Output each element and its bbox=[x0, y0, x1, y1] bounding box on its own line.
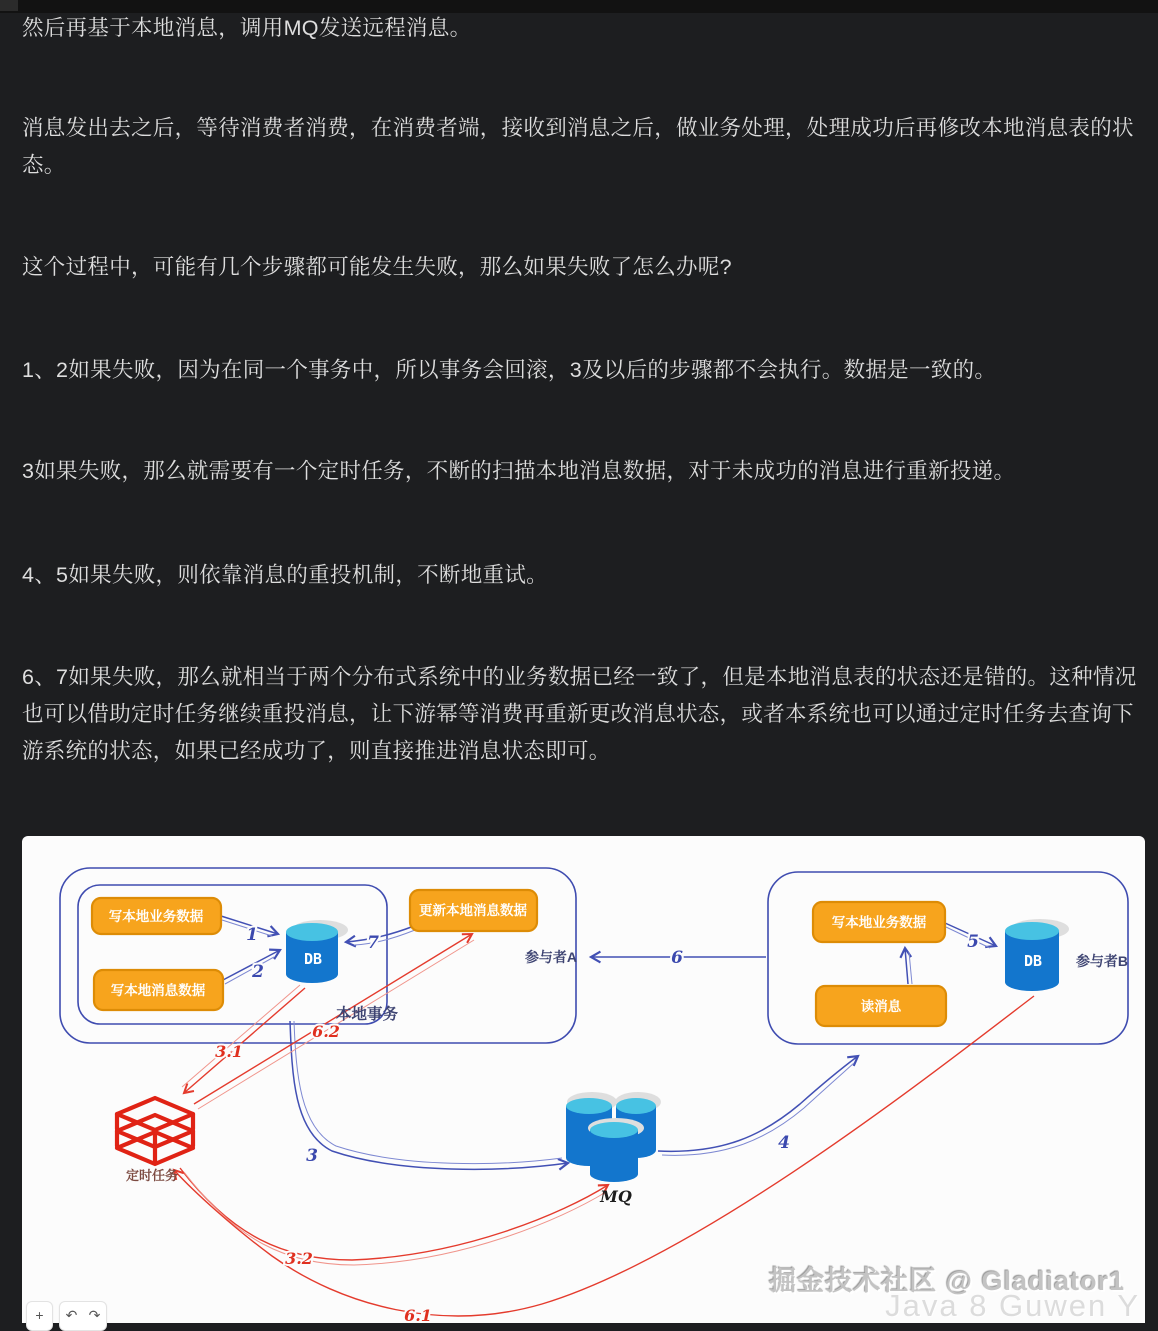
arrow-3-2 bbox=[180, 1168, 608, 1265]
arrow-7 bbox=[346, 926, 415, 945]
svg-text:写本地消息数据: 写本地消息数据 bbox=[110, 983, 206, 998]
step-3-2-label: 3.2 bbox=[285, 1249, 313, 1268]
participant-a-label: 参与者A bbox=[524, 949, 578, 965]
step-6-label: 6 bbox=[671, 948, 683, 968]
database-b-cylinder bbox=[1005, 919, 1069, 991]
local-transaction-label: 本地事务 bbox=[336, 1006, 399, 1023]
step-2-label: 2 bbox=[252, 962, 264, 982]
participant-b-label: 参与者B bbox=[1075, 953, 1129, 969]
zoom-in-button[interactable] bbox=[26, 1301, 53, 1331]
step-7-label: 7 bbox=[367, 933, 379, 953]
timer-task-label: 定时任务 bbox=[126, 1168, 179, 1183]
paragraph: 1、2如果失败，因为在同一个事务中，所以事务会回滚，3及以后的步骤都不会执行。数据是一致的。 bbox=[22, 358, 997, 382]
svg-text:读消息: 读消息 bbox=[860, 999, 902, 1014]
paragraph: 6、7如果失败，那么就相当于两个分布式系统中的业务数据已经一致了，但是本地消息表的状态还是错的。这种情况也可以借助定时任务继续重投消息，让下游幂等消费再重新更改消息状态，或者本系统也可以通过定时任务去查询下游系统的状态，如果已经成功了，则直接推进消息状态即可。 bbox=[22, 665, 1137, 763]
paragraph: 3如果失败，那么就需要有一个定时任务，不断的扫描本地消息数据，对于未成功的消息进行重新投递。 bbox=[22, 459, 1016, 483]
top-corner bbox=[0, 0, 18, 11]
svg-text:DB: DB bbox=[1023, 952, 1043, 970]
paragraph: 然后再基于本地消息，调用MQ发送远程消息。 bbox=[22, 16, 472, 40]
svg-text:写本地业务数据: 写本地业务数据 bbox=[831, 915, 927, 930]
read-message-box bbox=[816, 986, 946, 1026]
write-local-business-a-box bbox=[92, 898, 221, 934]
undo-icon[interactable]: ↶ bbox=[65, 1307, 78, 1323]
step-3-1-label: 3.1 bbox=[215, 1042, 243, 1061]
mq-icon bbox=[566, 1092, 661, 1206]
arrow-4 bbox=[658, 1056, 858, 1155]
author-watermark: Java 8 Guwen Y bbox=[885, 1288, 1140, 1323]
step-6-1-label: 6.1 bbox=[404, 1306, 432, 1323]
architecture-diagram bbox=[22, 836, 1145, 1323]
undo-redo-toolbar bbox=[59, 1301, 107, 1331]
step-3-label: 3 bbox=[306, 1146, 318, 1166]
write-local-message-a-box bbox=[94, 970, 223, 1010]
embedded-diagram-image bbox=[22, 836, 1145, 1323]
svg-text:写本地业务数据: 写本地业务数据 bbox=[108, 909, 204, 924]
plus-icon[interactable]: + bbox=[35, 1307, 44, 1323]
database-a-cylinder bbox=[286, 920, 348, 983]
write-local-business-b-box bbox=[813, 902, 945, 942]
paragraph: 消息发出去之后，等待消费者消费，在消费者端，接收到消息之后，做业务处理，处理成功后再修改本地消息表的状态。 bbox=[22, 116, 1134, 177]
timer-task-icon bbox=[117, 1098, 193, 1164]
paragraph: 这个过程中，可能有几个步骤都可能发生失败，那么如果失败了怎么办呢? bbox=[22, 255, 732, 279]
update-local-message-box bbox=[410, 890, 537, 931]
redo-icon[interactable]: ↷ bbox=[88, 1307, 101, 1323]
step-1-label: 1 bbox=[246, 925, 258, 945]
step-4-label: 4 bbox=[778, 1133, 790, 1153]
community-watermark: 掘金技术社区 @ Gladiator1 bbox=[769, 1266, 1125, 1296]
svg-text:更新本地消息数据: 更新本地消息数据 bbox=[419, 903, 527, 918]
step-5-label: 5 bbox=[967, 932, 979, 952]
svg-text:MQ: MQ bbox=[600, 1187, 632, 1206]
step-6-2-label: 6.2 bbox=[312, 1022, 340, 1041]
arrow-read-to-write bbox=[905, 948, 912, 984]
paragraph: 4、5如果失败，则依靠消息的重投机制，不断地重试。 bbox=[22, 563, 548, 587]
svg-text:DB: DB bbox=[303, 950, 323, 968]
